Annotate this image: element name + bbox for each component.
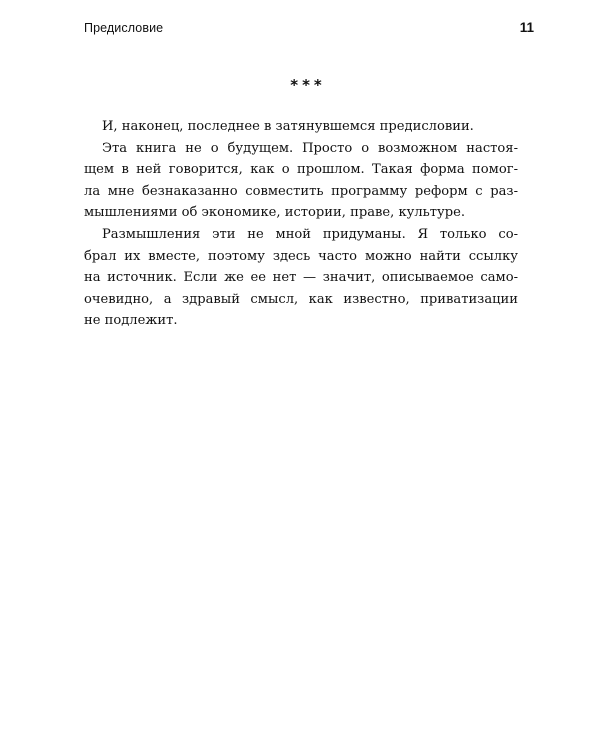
paragraph-2 — [84, 138, 518, 224]
text-line: мышлениями об экономике, истории, праве, культуре. — [84, 205, 466, 221]
text-line: брал их вместе, поэтому здесь часто можно найти ссылку — [84, 248, 518, 264]
text-line: И, наконец, последнее в затянувшемся предисловии. — [102, 119, 474, 134]
text-line: щем в ней говорится, как о прошлом. Такая форма помог- — [84, 162, 518, 178]
text-line: Эта книга не о будущем. Просто о возможном настоя- — [102, 140, 518, 156]
page-number: 11 — [519, 20, 534, 35]
paragraph-1 — [84, 116, 518, 138]
body-text — [84, 116, 518, 332]
section-separator: *** — [290, 76, 326, 94]
text-line: Размышления эти не мной придуманы. Я только со- — [102, 226, 518, 242]
text-line: ла мне безнаказанно совместить программу реформ с раз- — [84, 183, 518, 199]
paragraph-3 — [84, 224, 518, 332]
text-line: на источник. Если же ее нет — значит, описываемое само- — [84, 270, 518, 286]
text-line: не подлежит. — [84, 313, 178, 329]
running-head-title: Предисловие — [84, 21, 164, 35]
text-line: очевидно, а здравый смысл, как известно, приватизации — [84, 291, 518, 307]
